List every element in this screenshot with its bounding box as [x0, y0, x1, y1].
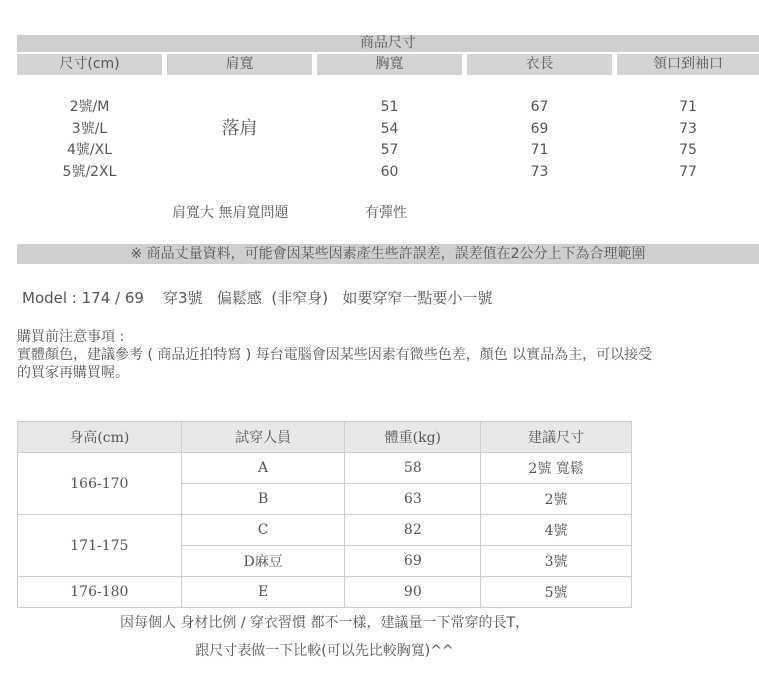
header-chest: 胸寬	[317, 54, 462, 75]
shoulder-value: 落肩	[221, 118, 258, 139]
person-cell: B	[181, 484, 345, 515]
sleeve-cell: 71	[679, 99, 697, 115]
size-column	[17, 97, 162, 183]
sleeve-cell: 77	[679, 163, 697, 180]
table-row	[18, 515, 632, 546]
weight-cell: 58	[345, 453, 481, 484]
fit-table	[17, 421, 632, 608]
table-row	[18, 577, 632, 608]
chest-cell: 57	[380, 142, 399, 158]
table-row	[18, 453, 632, 484]
height-group: 166-170	[18, 453, 182, 515]
header-size: 尺寸(cm)	[17, 54, 162, 75]
shoulder-note: 肩寬大 無肩寬問題	[172, 205, 289, 221]
size-cell: 2號/M	[69, 99, 110, 115]
purchase-notes-line: 的買家再購買喔。	[17, 365, 129, 381]
person-cell: D麻豆	[181, 546, 345, 577]
height-group: 176-180	[18, 577, 182, 608]
length-cell: 71	[530, 142, 549, 158]
size-chart-header	[17, 54, 759, 75]
header-weight: 體重(kg)	[345, 422, 481, 453]
sleeve-cell: 75	[679, 142, 697, 158]
sleeve-column	[617, 97, 759, 183]
weight-cell: 69	[345, 546, 481, 577]
chest-column	[317, 97, 462, 183]
table-header-row	[18, 422, 632, 453]
purchase-notes-title: 購買前注意事項 :	[17, 329, 125, 345]
chest-cell: 51	[380, 99, 399, 115]
chest-cell: 54	[380, 120, 399, 137]
size-cell: 2號	[481, 484, 632, 515]
size-cell: 4號	[481, 515, 632, 546]
size-cell: 3號	[481, 546, 632, 577]
size-cell: 2號 寬鬆	[481, 453, 632, 484]
header-person: 試穿人員	[181, 422, 345, 453]
purchase-notes-line: 實體顏色，建議參考 ( 商品近拍特寫 ) 每台電腦會因某些因素有微些色差，顏色 以實品為主，可以接受	[17, 347, 653, 363]
person-cell: E	[181, 577, 345, 608]
header-sleeve: 領口到袖口	[617, 54, 759, 75]
person-cell: C	[181, 515, 345, 546]
size-chart-title: 商品尺寸	[17, 35, 759, 52]
length-column	[467, 97, 612, 183]
size-cell: 5號/2XL	[62, 163, 117, 180]
person-cell: A	[181, 453, 345, 484]
header-shoulder: 肩寬	[167, 54, 312, 75]
header-suggested-size: 建議尺寸	[481, 422, 632, 453]
measurement-disclaimer: ※ 商品丈量資料，可能會因某些因素產生些許誤差，誤差值在2公分上下為合理範圍	[17, 244, 759, 264]
chest-cell: 60	[380, 163, 399, 180]
length-cell: 69	[530, 120, 549, 137]
footer-line: 跟尺寸表做一下比較(可以先比較胸寬)^^	[195, 643, 454, 659]
elastic-note: 有彈性	[365, 205, 407, 221]
height-group: 171-175	[18, 515, 182, 577]
length-cell: 67	[530, 99, 549, 115]
sleeve-cell: 73	[679, 120, 697, 137]
header-height: 身高(cm)	[18, 422, 182, 453]
size-cell: 3號/L	[71, 120, 108, 137]
weight-cell: 82	[345, 515, 481, 546]
size-cell: 4號/XL	[66, 142, 112, 158]
footer-line: 因每個人 身材比例 / 穿衣習慣 都不一樣，建議量一下常穿的長T，	[119, 615, 530, 631]
weight-cell: 90	[345, 577, 481, 608]
header-length: 衣長	[467, 54, 612, 75]
weight-cell: 63	[345, 484, 481, 515]
size-cell: 5號	[481, 577, 632, 608]
length-cell: 73	[530, 163, 549, 180]
model-info: Model : 174 / 69 穿3號 偏鬆感 (非窄身) 如要穿窄一點要小一號	[22, 289, 493, 307]
